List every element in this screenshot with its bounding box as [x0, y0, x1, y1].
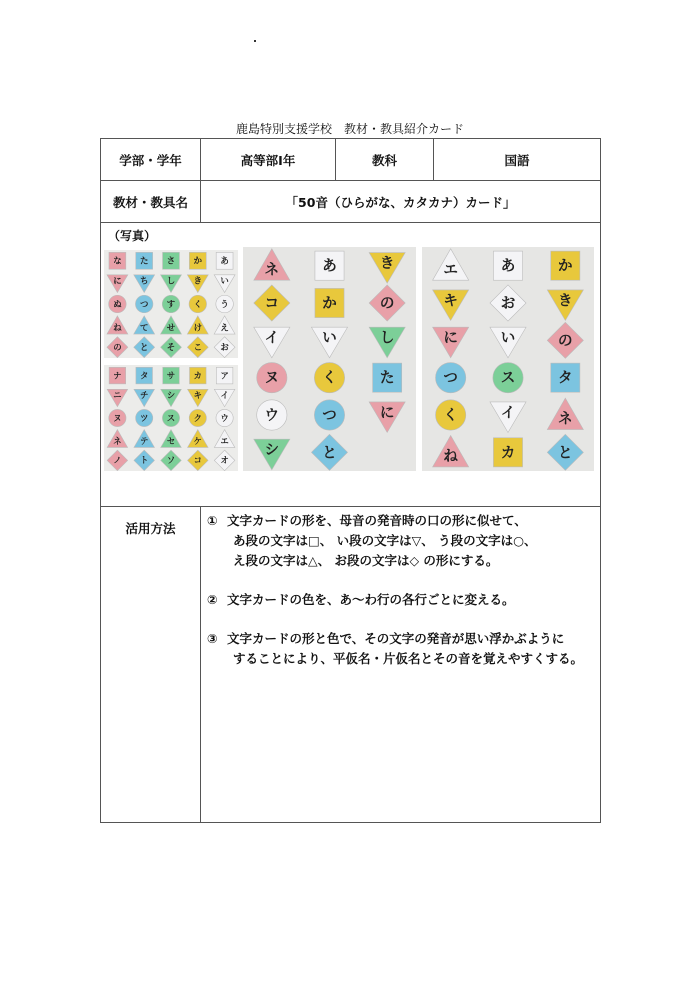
card-letter: い: [322, 329, 337, 347]
card-letter: コ: [264, 294, 280, 312]
usage-item-2: [207, 590, 594, 610]
card-letter: テ: [140, 436, 149, 447]
card-letter: と: [558, 444, 573, 462]
page-title: 鹿島特別支援学校 教材・教具紹介カード: [235, 122, 464, 136]
photo-hiragana-grid: [104, 250, 238, 358]
letter-card: [161, 316, 182, 334]
card-letter: キ: [193, 390, 202, 401]
card-letter: あ: [322, 257, 337, 275]
letter-card: [162, 409, 179, 426]
letter-card: [135, 295, 153, 313]
card-letter: か: [322, 294, 337, 312]
letter-card: [493, 251, 522, 280]
letter-card: [162, 295, 180, 313]
usage-line: 文字カードの色を、あ～わ行の各行ごとに変える。: [227, 592, 515, 607]
letter-card: [134, 337, 155, 358]
letter-card: [161, 275, 182, 293]
usage-line: 文字カードの形を、母音の発音時の口の形に似せて、: [227, 513, 527, 528]
card-letter: ソ: [166, 455, 176, 466]
card-letter: タ: [558, 369, 573, 387]
letter-card: [214, 275, 235, 293]
letter-card: [551, 251, 580, 280]
letter-card: [547, 398, 583, 429]
card-letter: な: [113, 255, 122, 266]
usage-line: することにより、平仮名・片仮名とその音を覚えやすくする。: [233, 651, 584, 666]
letter-card: [314, 363, 344, 393]
photo-mixed-cards-a: [243, 247, 416, 471]
card-letter: し: [379, 329, 395, 347]
card-letter: シ: [166, 390, 176, 401]
usage-line: え段の文字は△、 お段の文字は◇ の形にする。: [233, 553, 499, 568]
letter-card: [493, 363, 523, 393]
letter-card: [136, 367, 153, 384]
card-letter: く: [443, 406, 458, 424]
card-letter: コ: [193, 455, 202, 466]
material-label: 教材・教具名: [101, 181, 201, 223]
card-letter: く: [193, 298, 203, 309]
card-letter: て: [139, 322, 149, 333]
letter-card: [433, 435, 469, 466]
card-letter: ヌ: [113, 412, 122, 423]
usage-item-number: ③: [207, 631, 218, 646]
usage-body: [201, 507, 601, 823]
letter-card: [369, 402, 405, 433]
letter-card: [134, 450, 155, 471]
letter-card: [369, 253, 405, 284]
letter-card: [107, 337, 128, 358]
card-letter: セ: [166, 436, 176, 447]
letter-card: [490, 285, 526, 321]
card-letter: ト: [140, 455, 149, 466]
card-letter: く: [322, 369, 337, 387]
card-letter: た: [379, 369, 395, 387]
letter-card: [214, 450, 235, 471]
letter-card: [189, 409, 206, 426]
card-letter: す: [166, 298, 176, 309]
card-letter: ア: [220, 370, 229, 381]
letter-card: [109, 367, 126, 384]
card-letter: オ: [220, 455, 229, 466]
card-letter: ち: [139, 275, 149, 286]
letter-card: [214, 389, 235, 406]
card-letter: ウ: [220, 412, 229, 423]
card-letter: ス: [166, 412, 176, 423]
photo-drawing: [243, 247, 416, 471]
card-letter: に: [379, 404, 395, 422]
card-letter: う: [220, 298, 229, 309]
card-letter: つ: [139, 298, 149, 309]
card-letter: エ: [220, 436, 229, 447]
card-letter: ク: [193, 412, 202, 423]
letter-card: [109, 252, 126, 269]
letter-card: [216, 409, 233, 426]
card-letter: ケ: [193, 436, 202, 447]
card-letter: ツ: [140, 412, 149, 423]
letter-card: [187, 275, 208, 293]
letter-card: [163, 252, 180, 269]
card-letter: キ: [443, 292, 458, 310]
letter-card: [433, 290, 469, 321]
card-letter: に: [443, 329, 458, 347]
card-letter: せ: [166, 322, 176, 333]
letter-card: [189, 252, 206, 269]
letter-card: [311, 327, 347, 358]
usage-line: あ段の文字は□、 い段の文字は▽、 う段の文字は○、: [233, 533, 537, 548]
card-letter: タ: [140, 370, 149, 381]
photo-mixed-cards-b: [422, 247, 594, 471]
letter-card: [188, 389, 209, 406]
card-letter: き: [379, 254, 395, 272]
letter-card: [107, 450, 128, 471]
card-letter: つ: [322, 406, 337, 424]
card-letter: ネ: [264, 261, 280, 279]
card-letter: と: [139, 342, 149, 353]
letter-card: [257, 363, 287, 393]
card-letter: あ: [500, 257, 516, 275]
letter-card: [433, 327, 469, 358]
letter-card: [490, 327, 526, 358]
card-letter: こ: [193, 342, 203, 353]
card-letter: エ: [443, 261, 458, 279]
letter-card: [315, 251, 344, 280]
usage-item-3: [207, 629, 594, 669]
info-card-table: [100, 138, 601, 823]
card-letter: ネ: [113, 436, 122, 447]
dept-label: 学部・学年: [101, 139, 201, 181]
photo-drawing: [422, 247, 594, 471]
card-letter: カ: [193, 370, 202, 381]
letter-card: [436, 400, 466, 430]
letter-card: [109, 409, 126, 426]
card-letter: け: [193, 322, 203, 333]
letter-card: [161, 389, 182, 406]
letter-card: [373, 363, 402, 392]
letter-card: [134, 430, 155, 448]
photo-label: （写真）: [108, 229, 157, 243]
letter-card: [189, 295, 207, 313]
card-letter: に: [113, 275, 122, 286]
letter-card: [436, 363, 466, 393]
letter-card: [134, 275, 155, 293]
letter-card: [254, 327, 290, 358]
card-letter: か: [193, 255, 203, 266]
letter-card: [136, 409, 153, 426]
letter-card: [161, 337, 182, 358]
card-letter: ね: [443, 448, 458, 466]
usage-line: 文字カードの形と色で、その文字の発音が思い浮かぶように: [227, 631, 565, 646]
card-letter: カ: [500, 444, 516, 462]
letter-card: [109, 295, 127, 313]
letter-card: [188, 450, 209, 471]
card-letter: さ: [166, 255, 176, 266]
card-letter: ノ: [113, 455, 122, 466]
letter-card: [314, 400, 344, 430]
letter-card: [187, 316, 208, 334]
subject-label: 教科: [336, 139, 434, 181]
card-letter: シ: [264, 441, 280, 459]
letter-card: [254, 285, 290, 321]
letter-card: [369, 327, 405, 358]
letter-card: [254, 249, 290, 280]
card-letter: イ: [500, 404, 516, 422]
usage-label: 活用方法: [101, 507, 201, 823]
card-letter: ス: [500, 369, 516, 387]
card-letter: と: [322, 444, 337, 462]
letter-card: [490, 402, 526, 433]
card-letter: い: [500, 329, 516, 347]
letter-card: [493, 438, 522, 467]
letter-card: [551, 363, 580, 392]
letter-card: [190, 367, 207, 384]
material-value: 「50音（ひらがな、カタカナ）カード」: [201, 181, 601, 223]
card-letter: イ: [220, 390, 229, 401]
letter-card: [161, 450, 182, 471]
card-letter: え: [220, 322, 229, 333]
letter-card: [216, 252, 233, 269]
card-letter: あ: [220, 255, 229, 266]
letter-card: [134, 316, 155, 334]
letter-card: [107, 275, 128, 293]
card-letter: お: [500, 294, 516, 312]
card-letter: お: [220, 342, 229, 353]
letter-card: [188, 430, 209, 448]
card-letter: い: [220, 275, 229, 286]
card-letter: き: [193, 275, 203, 286]
card-letter: き: [558, 292, 573, 310]
letter-card: [254, 439, 290, 470]
letter-card: [163, 367, 180, 384]
photo-katakana-grid: [104, 365, 238, 471]
subject-value: 国語: [434, 139, 601, 181]
letter-card: [216, 295, 234, 313]
letter-card: [547, 322, 583, 358]
card-letter: ぬ: [113, 298, 122, 309]
letter-card: [161, 430, 182, 448]
card-letter: ウ: [264, 406, 280, 424]
card-letter: ナ: [113, 370, 122, 381]
letter-card: [216, 367, 233, 384]
photo-drawing: [104, 250, 238, 358]
letter-card: [214, 316, 235, 334]
card-letter: ね: [113, 322, 122, 333]
letter-card: [547, 434, 583, 470]
letter-card: [187, 337, 208, 358]
photo-drawing: [104, 365, 238, 471]
card-letter: ニ: [113, 390, 122, 401]
letter-card: [214, 430, 235, 448]
letter-card: [107, 430, 128, 448]
letter-card: [547, 290, 583, 321]
card-letter: ヌ: [264, 369, 280, 387]
letter-card: [107, 389, 128, 406]
letter-card: [214, 337, 235, 358]
usage-item-number: ①: [207, 513, 218, 528]
card-letter: し: [166, 275, 176, 286]
letter-card: [369, 285, 405, 321]
card-letter: イ: [264, 329, 280, 347]
letter-card: [257, 400, 287, 430]
usage-item-1: [207, 511, 594, 571]
usage-item-number: ②: [207, 592, 218, 607]
card-letter: た: [139, 255, 149, 266]
card-letter: サ: [166, 370, 176, 381]
card-letter: か: [558, 257, 573, 275]
card-letter: つ: [443, 369, 458, 387]
letter-card: [311, 434, 347, 470]
card-letter: そ: [166, 342, 176, 353]
stray-dot: [254, 40, 256, 42]
card-letter: の: [113, 342, 122, 353]
photo-cell: [101, 223, 601, 507]
letter-card: [136, 252, 153, 269]
letter-card: [107, 316, 128, 334]
card-letter: の: [558, 332, 573, 350]
letter-card: [134, 389, 155, 406]
card-letter: の: [379, 294, 395, 312]
card-letter: チ: [140, 390, 149, 401]
card-letter: ネ: [558, 410, 573, 428]
letter-card: [433, 249, 469, 280]
letter-card: [315, 288, 344, 317]
dept-value: 高等部Ⅰ年: [201, 139, 336, 181]
